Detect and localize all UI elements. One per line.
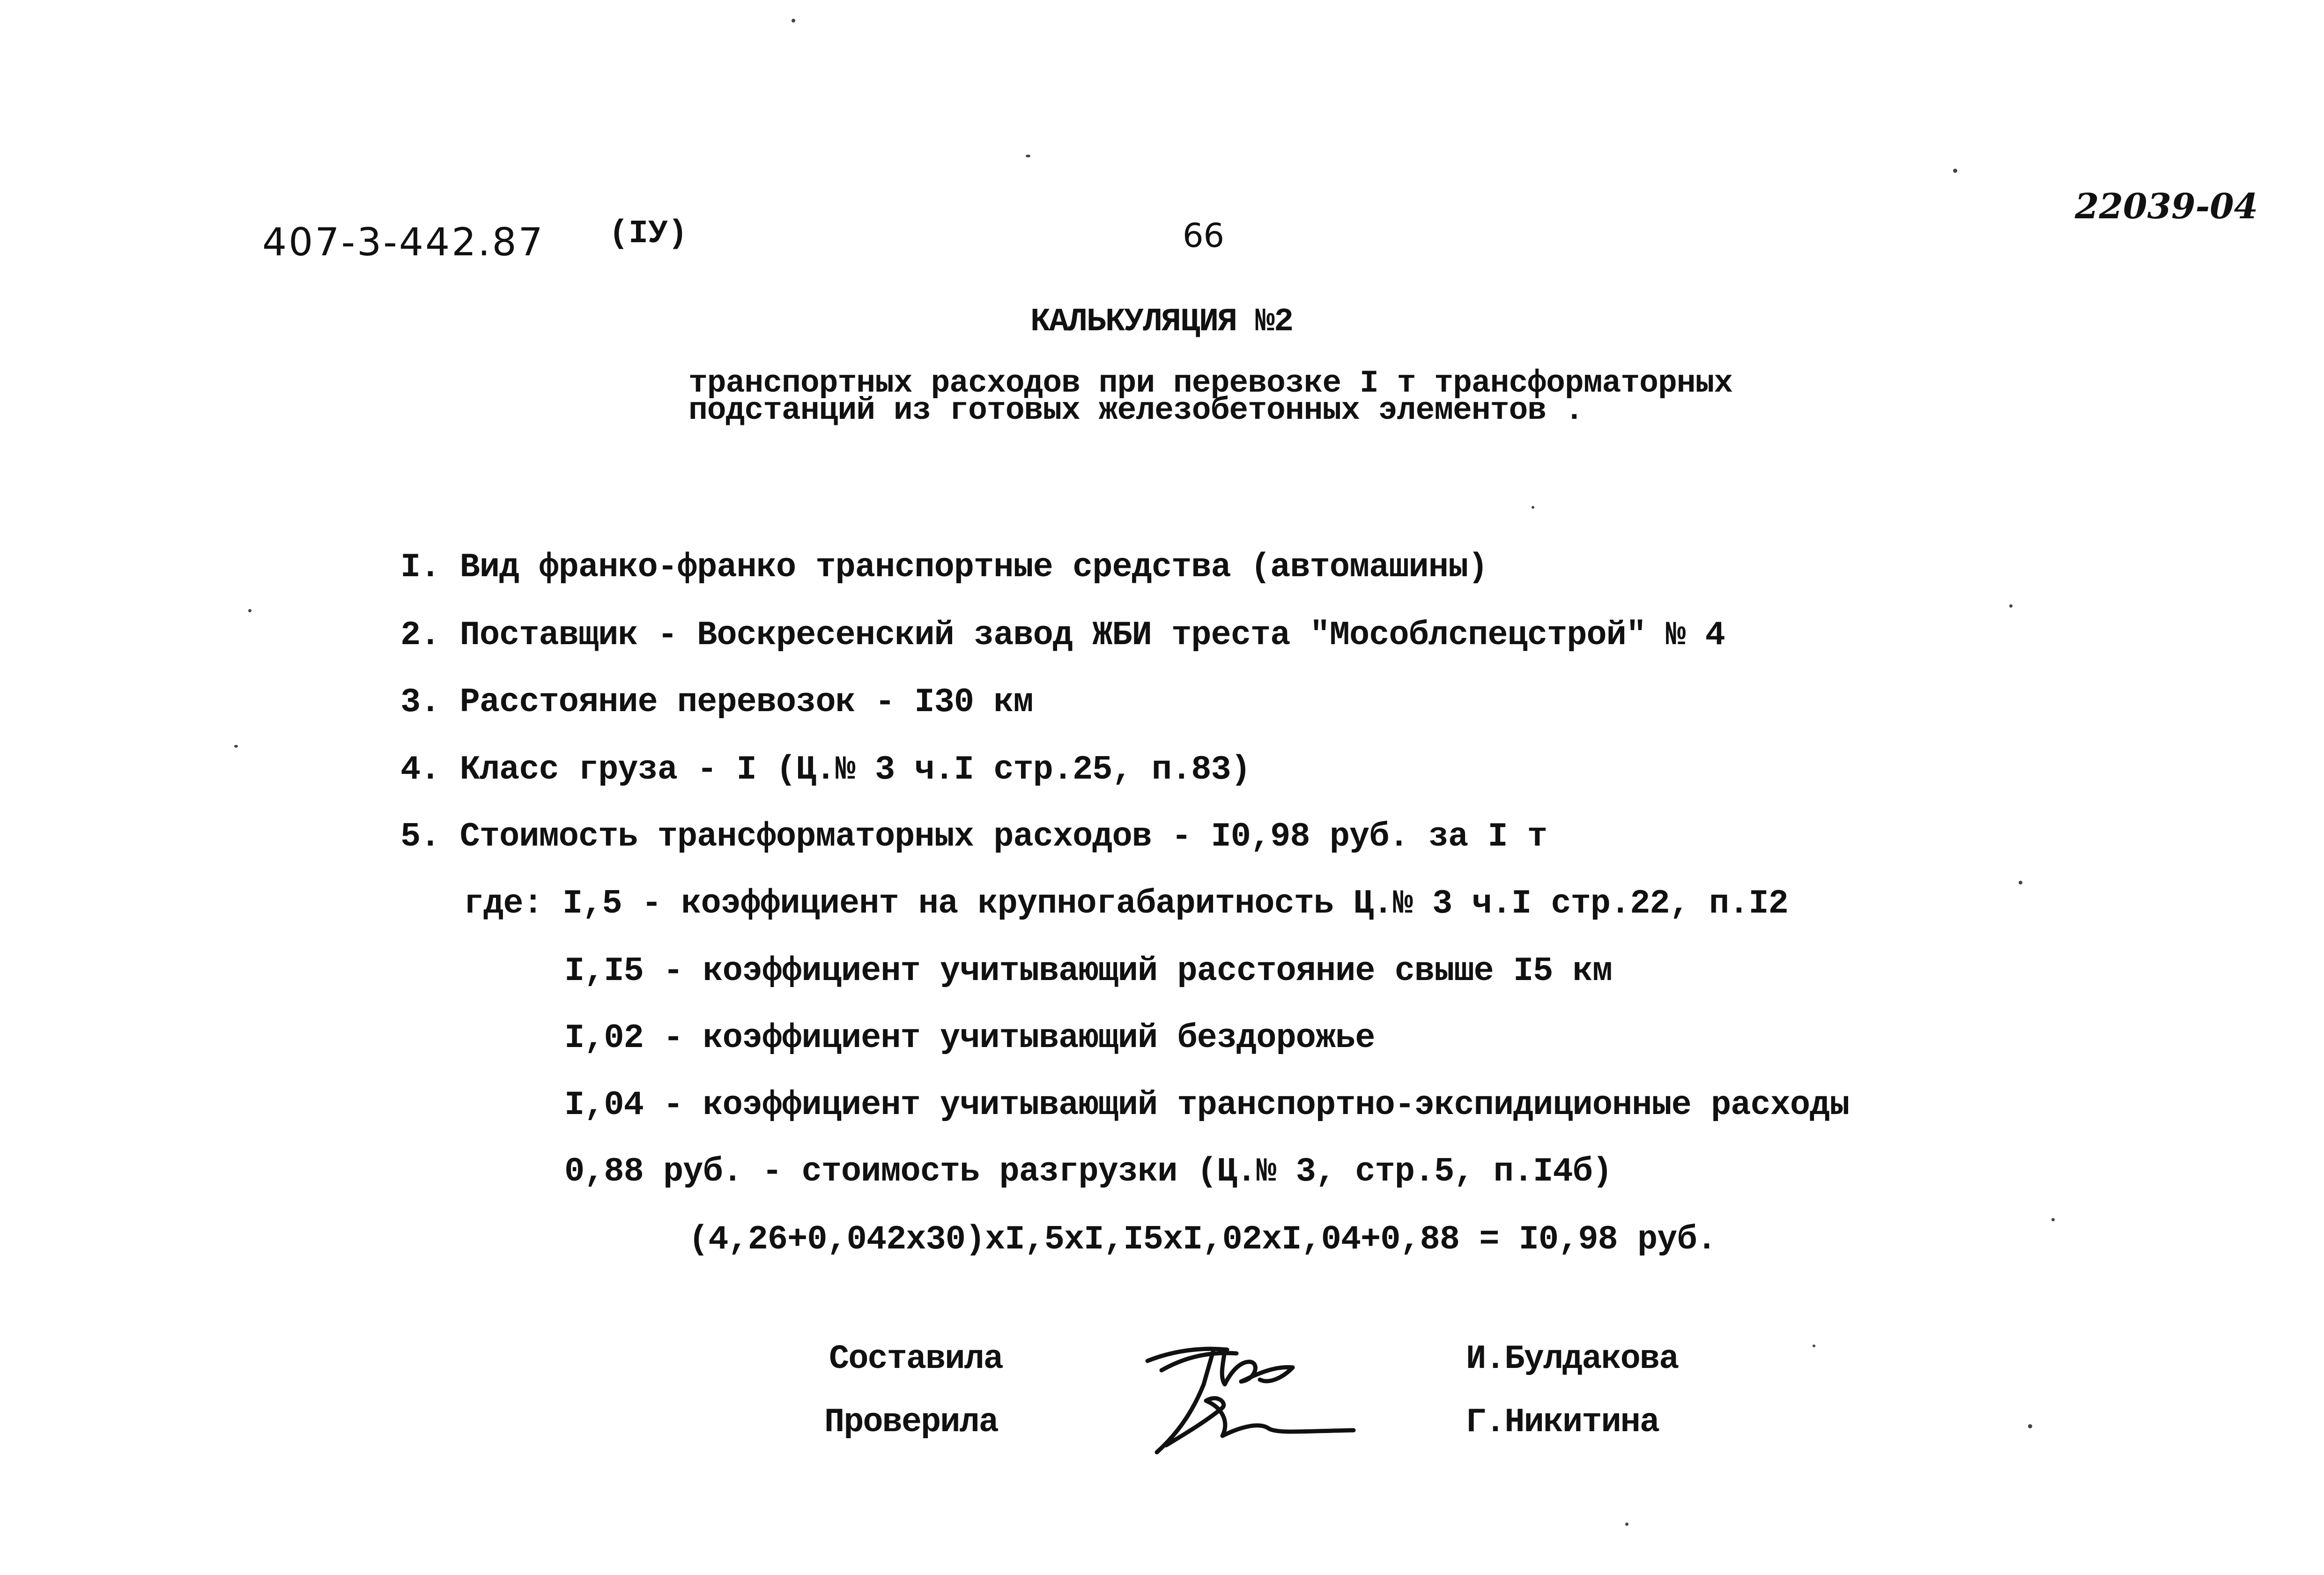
scan-speck xyxy=(1532,506,1534,509)
scan-speck xyxy=(2019,881,2022,884)
item-distance: 3. Расстояние перевозок - I30 км xyxy=(400,683,1033,721)
item-cargo-class: 4. Класс груза - I (Ц.№ 3 ч.I стр.25, п.83) xyxy=(400,750,1251,789)
scan-speck xyxy=(248,609,252,612)
scan-speck xyxy=(234,745,238,748)
subtitle-line-1: транспортных расходов при перевозке I т трансформаторных xyxy=(688,365,1733,401)
compiled-by-label: Составила xyxy=(829,1340,1003,1378)
scan-speck xyxy=(1625,1523,1628,1526)
scan-speck xyxy=(1953,169,1957,173)
coefficient-offroad: I,02 - коэффициент учитывающий бездорожье xyxy=(564,1019,1375,1057)
coefficient-distance: I,I5 - коэффициент учитывающий расстояние свыше I5 км xyxy=(564,952,1612,990)
scan-speck xyxy=(1026,155,1030,157)
checked-by-name: Г.Никитина xyxy=(1466,1403,1659,1441)
cost-formula: (4,26+0,042x30)xI,5xI,I5xI,02xI,04+0,88 = I0,98 руб. xyxy=(688,1220,1717,1259)
unloading-cost: 0,88 руб. - стоимость разгрузки (Ц.№ 3, стр.5, п.I4б) xyxy=(564,1152,1612,1191)
compiled-by-name: И.Булдакова xyxy=(1466,1340,1679,1378)
item-cost: 5. Стоимость трансформаторных расходов - I0,98 руб. за I т xyxy=(400,817,1547,856)
coefficient-oversize: где: I,5 - коэффициент на крупногабаритность Ц.№ 3 ч.I стр.22, п.I2 xyxy=(464,884,1788,923)
page-number: 66 xyxy=(1183,216,1225,255)
checked-signature xyxy=(1147,1375,1368,1459)
coefficient-forwarding: I,04 - коэффициент учитывающий транспортно-экспидиционные расходы xyxy=(564,1086,1850,1124)
checked-by-label: Проверила xyxy=(824,1403,998,1441)
subtitle-line-2: подстанций из готовых железобетонных элементов . xyxy=(688,393,1584,429)
calculation-subtitle xyxy=(688,365,1733,429)
scan-speck xyxy=(1813,1345,1815,1347)
document-code: 407-3-442.87 xyxy=(262,220,545,265)
calculation-title: КАЛЬКУЛЯЦИЯ №2 xyxy=(1030,304,1293,341)
item-supplier: 2. Поставщик - Воскресенский завод ЖБИ треста "Мособлспецстрой" № 4 xyxy=(400,616,1725,654)
document-section: (IУ) xyxy=(609,215,688,253)
item-transport-type: I. Вид франко-франко транспортные средства (автомашины) xyxy=(400,548,1488,587)
scan-speck xyxy=(2051,1218,2055,1221)
reference-number: 22039-04 xyxy=(2075,186,2258,227)
scan-speck xyxy=(2009,604,2013,608)
scan-speck xyxy=(792,19,795,22)
scan-speck xyxy=(2028,1424,2032,1428)
